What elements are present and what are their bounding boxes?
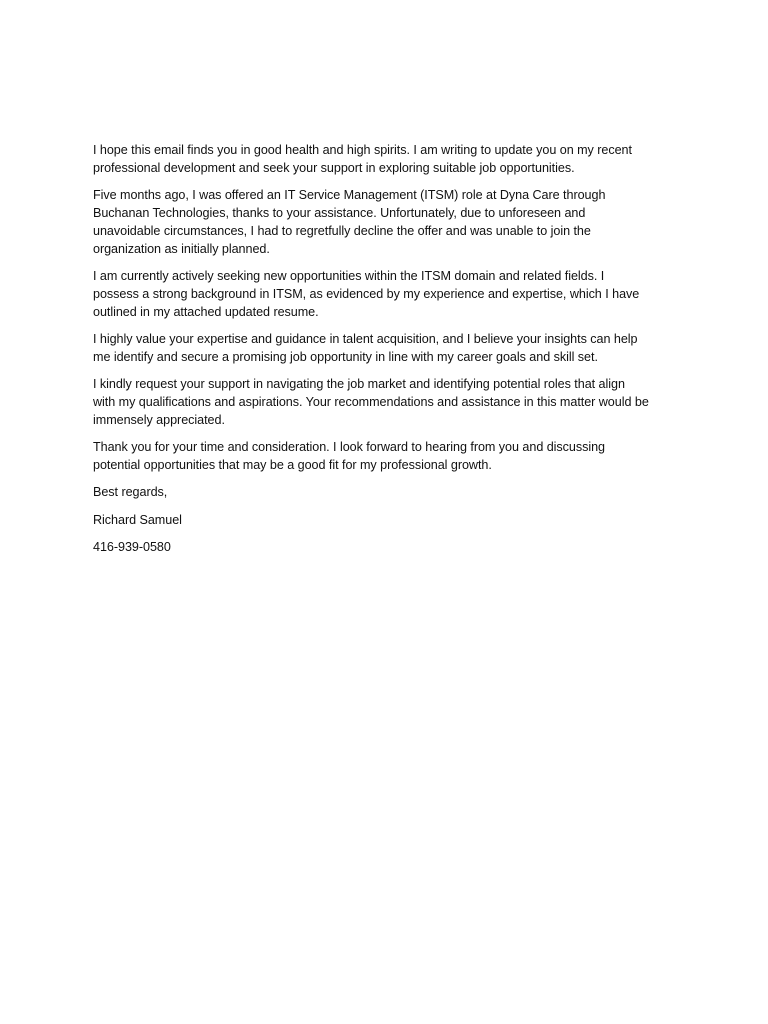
letter-body	[93, 142, 681, 566]
paragraph-intro	[93, 142, 681, 178]
text-line: outlined in my attached updated resume.	[93, 304, 319, 319]
signature-name-text: Richard Samuel	[93, 512, 182, 527]
text-line: I hope this email finds you in good health and high spirits. I am writing to update you on my recent	[93, 143, 632, 157]
text-line: possess a strong background in ITSM, as evidenced by my experience and expertise, which I have	[93, 286, 640, 301]
text-line: Thank you for your time and consideration. I look forward to hearing from you and discussing	[93, 440, 606, 455]
closing-text: Best regards,	[93, 485, 168, 500]
signature-phone	[93, 539, 681, 557]
text-line: professional development and seek your support in exploring suitable job opportunities.	[93, 160, 575, 175]
text-line: me identify and secure a promising job opportunity in line with my career goals and skill set.	[93, 349, 598, 364]
paragraph-current-search	[93, 268, 681, 321]
signature-name	[93, 512, 681, 530]
text-line: potential opportunities that may be a good fit for my professional growth.	[93, 457, 492, 472]
text-line: I kindly request your support in navigating the job market and identifying potential roles that align	[93, 377, 625, 392]
paragraph-value-expertise	[93, 331, 681, 367]
text-line: with my qualifications and aspirations. Your recommendations and assistance in this matter would be	[93, 394, 649, 409]
text-line: I am currently actively seeking new opportunities within the ITSM domain and related fields. I	[93, 268, 605, 283]
paragraph-request-support	[93, 376, 681, 429]
signature-phone-text: 416-939-0580	[93, 540, 171, 555]
text-line: organization as initially planned.	[93, 241, 270, 256]
text-line: Five months ago, I was offered an IT Service Management (ITSM) role at Dyna Care through	[93, 188, 606, 203]
text-line: I highly value your expertise and guidance in talent acquisition, and I believe your insights can help	[93, 331, 638, 346]
text-line: Buchanan Technologies, thanks to your assistance. Unfortunately, due to unforeseen and	[93, 205, 586, 220]
text-line: unavoidable circumstances, I had to regretfully decline the offer and was unable to join the	[93, 223, 591, 238]
paragraph-offer-history	[93, 187, 681, 258]
closing	[93, 484, 681, 502]
text-line: immensely appreciated.	[93, 412, 225, 427]
paragraph-thank-you	[93, 439, 681, 475]
